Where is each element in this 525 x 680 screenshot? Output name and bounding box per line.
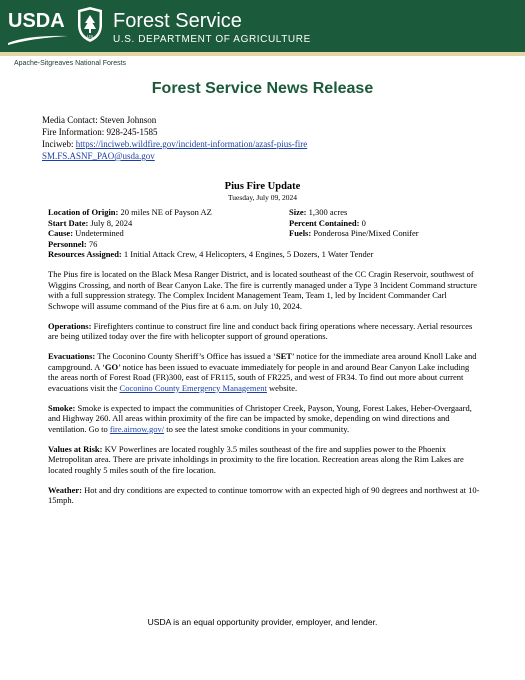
update-title: Pius Fire Update — [224, 181, 301, 192]
personnel-value: 76 — [86, 238, 98, 249]
size-label: Size: — [289, 207, 307, 217]
fact-row — [48, 207, 488, 218]
evacuations-paragraph — [48, 351, 480, 393]
evacuations-text: ’ notice has been issued to evacuate immediately for people in and around Bear Canyon Lake including the areas north of Forest Road (FR)300, east of FR115, south of FR225, and west of FR34. To find out more about current evacuations visit the — [48, 361, 470, 393]
weather-paragraph — [48, 485, 480, 506]
intro-paragraph: The Pius fire is located on the Black Mesa Ranger District, and is located southeast of the CC Cragin Reservoir, southwest of Wiggins Crossing, and north of Bear Canyon Lake. The fire is currently managed under a Type 3 Incident Command structure with a full suppression strategy. The Complex Incident Management Team, Team 1, led by Incident Commander Carl Schwope will assume command of the Pius fire at 6 a.m. on July 10, 2024. — [48, 269, 478, 311]
inciweb-line — [42, 138, 482, 150]
fact-row — [48, 249, 488, 260]
size-value: 1,300 acres — [306, 207, 348, 217]
forest-name: Apache-Sitgreaves National Forests — [14, 60, 127, 67]
operations-text: Firefighters continue to construct fire line and conduct back firing operations where necessary. Aerial resources are being utilized today over the fire with helicopter support of ground operations. — [48, 320, 473, 341]
smoke-text: to see the latest smoke conditions in your community. — [164, 423, 350, 434]
news-release-title: Forest Service News Release — [151, 80, 374, 97]
airnow-link[interactable]: fire.airnow.gov/ — [109, 423, 165, 434]
weather-text: Hot and dry conditions are expected to continue tomorrow with an expected high of 90 degrees and northwest at 10-15mph. — [48, 484, 480, 505]
usda-logo: USDA — [8, 10, 65, 32]
agency-header — [0, 0, 525, 52]
start-value: July 8, 2024 — [88, 217, 133, 228]
usda-swoosh-icon — [8, 33, 68, 45]
resources-label: Resources Assigned: — [48, 249, 122, 259]
header-stripe — [0, 52, 525, 56]
values-paragraph — [48, 444, 480, 476]
fact-row — [48, 228, 488, 239]
fire-information: Fire Information: 928-245-1585 — [42, 127, 158, 137]
cause-label: Cause: — [48, 228, 74, 238]
inciweb-link[interactable]: https://inciweb.wildfire.gov/incident-information/azasf-pius-fire — [75, 139, 308, 149]
inciweb-label: Inciweb: — [42, 139, 76, 149]
fire-facts — [48, 207, 488, 260]
email-link[interactable]: SM.FS.ASNF_PAO@usda.gov — [42, 151, 155, 161]
origin-label: Location of Origin: — [48, 207, 119, 217]
emergency-management-link[interactable]: Coconino County Emergency Management — [119, 382, 267, 393]
cause-value: Undetermined — [73, 228, 124, 238]
contained-value: 0 — [359, 217, 366, 228]
smoke-text: Smoke is expected to impact the communities of Christoper Creek, Payson, Young, Forest Lakes, Heber-Overgaard, and Highway 260. All areas within proximity of the fire can be impacted by smoke, depending on wind directions and ventilation. Go to — [48, 402, 472, 434]
set-notice: SET — [275, 351, 292, 361]
weather-label: Weather: — [48, 484, 82, 495]
svg-text:US: US — [86, 34, 94, 39]
fuels-label: Fuels: — [289, 228, 312, 238]
evacuations-text: ’ notice for the immediate area around Knoll Lake and campground. A ‘ — [48, 351, 477, 372]
origin-value: 20 miles NE of Payson AZ — [118, 207, 212, 217]
operations-label: Operations: — [48, 320, 92, 331]
fact-row — [48, 239, 488, 250]
values-text: KV Powerlines are located roughly 3.5 miles southeast of the fire and supplies power to the Phoenix Metropolitan area. There are private inholdings in proximity to the fire location. Recreation areas along the Rim Lakes are located roughly 5 miles south of the fire location. — [48, 443, 464, 475]
evacuations-text: website. — [266, 382, 298, 393]
fuels-value: Ponderosa Pine/Mixed Conifer — [311, 228, 419, 238]
media-contact: Media Contact: Steven Johnson — [42, 115, 157, 125]
resources-value: 1 Initial Attack Crew, 4 Helicopters, 4 Engines, 5 Dozers, 1 Water Tender — [121, 249, 374, 259]
personnel-label: Personnel: — [48, 238, 87, 249]
values-label: Values at Risk: — [48, 443, 103, 454]
contained-label: Percent Contained: — [289, 217, 360, 228]
smoke-label: Smoke: — [48, 402, 76, 413]
email-line — [42, 150, 482, 162]
smoke-paragraph — [48, 403, 480, 435]
go-notice: GO — [104, 361, 119, 372]
contact-block — [42, 114, 482, 162]
update-date: Tuesday, July 09, 2024 — [227, 193, 298, 202]
start-label: Start Date: — [48, 217, 89, 228]
evacuations-label: Evacuations: — [48, 351, 96, 361]
department-name: U.S. DEPARTMENT OF AGRICULTURE — [113, 34, 311, 45]
fact-row — [48, 218, 488, 229]
agency-name: Forest Service — [113, 10, 242, 32]
operations-paragraph — [48, 321, 480, 342]
evacuations-text: The Coconino County Sheriff’s Office has issued a ‘ — [95, 351, 276, 361]
release-body — [48, 269, 480, 515]
equal-opportunity-footer: USDA is an equal opportunity provider, employer, and lender. — [147, 617, 378, 627]
forest-service-shield-icon — [76, 7, 104, 43]
